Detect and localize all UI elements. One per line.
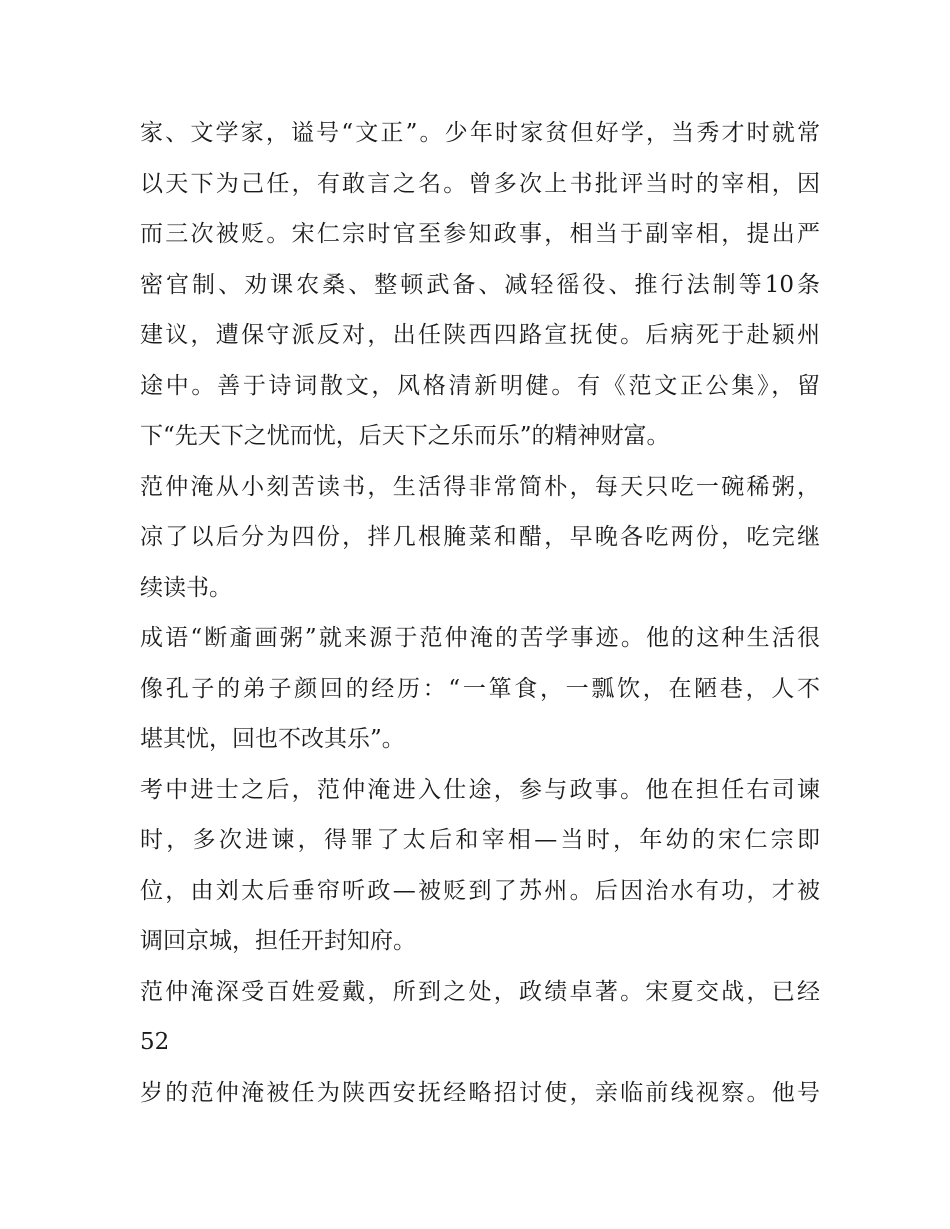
text-line: 成语“断齑画粥”就来源于范仲淹的苦学事迹。他的这种生活很 — [140, 625, 820, 651]
text-line: 时，多次进谏，得罪了太后和宰相—当时，年幼的宋仁宗即 — [140, 827, 820, 853]
text-line: 凉了以后分为四份，拌几根腌菜和醋，早晚各吃两份，吃完继 — [140, 524, 820, 550]
text-line: 密官制、劝课农桑、整顿武备、减轻徭役、推行法制等10条 — [140, 271, 820, 298]
text-line: 像孔子的弟子颜回的经历：“一箪食，一瓢饮，在陋巷，人不 — [140, 675, 820, 702]
text-line: 位，由刘太后垂帘听政—被贬到了苏州。后因治水有功，才被 — [140, 877, 820, 904]
text-line: 家、文学家，谥号“文正”。少年时家贫但好学，当秀才时就常 — [140, 120, 820, 146]
page-number: 52 — [140, 1029, 170, 1055]
text-line: 范仲淹深受百姓爱戴，所到之处，政绩卓著。宋夏交战，已经 — [140, 978, 820, 1005]
text-line: 续读书。 — [140, 574, 232, 601]
text-line: 而三次被贬。宋仁宗时官至参知政事，相当于副宰相，提出严 — [140, 221, 820, 247]
text-line: 下“先天下之忧而忧，后天下之乐而乐”的精神财富。 — [140, 423, 670, 449]
text-line: 以天下为己任，有敢言之名。曾多次上书批评当时的宰相，因 — [140, 170, 820, 197]
text-line: 考中进士之后，范仲淹进入仕途，参与政事。他在担任右司谏 — [140, 776, 820, 803]
body-text — [140, 108, 820, 1118]
text-line: 岁的范仲淹被任为陕西安抚经略招讨使，亲临前线视察。他号 — [140, 1079, 820, 1106]
text-line: 范仲淹从小刻苦读书，生活得非常简朴，每天只吃一碗稀粥， — [140, 473, 820, 500]
text-line: 调回京城，担任开封知府。 — [140, 928, 416, 954]
text-line: 堪其忧，回也不改其乐”。 — [140, 726, 405, 752]
text-line: 建议，遭保守派反对，出任陕西四路宣抚使。后病死于赴颍州 — [140, 322, 820, 348]
text-line: 途中。善于诗词散文，风格清新明健。有《范文正公集》，留 — [140, 372, 820, 399]
